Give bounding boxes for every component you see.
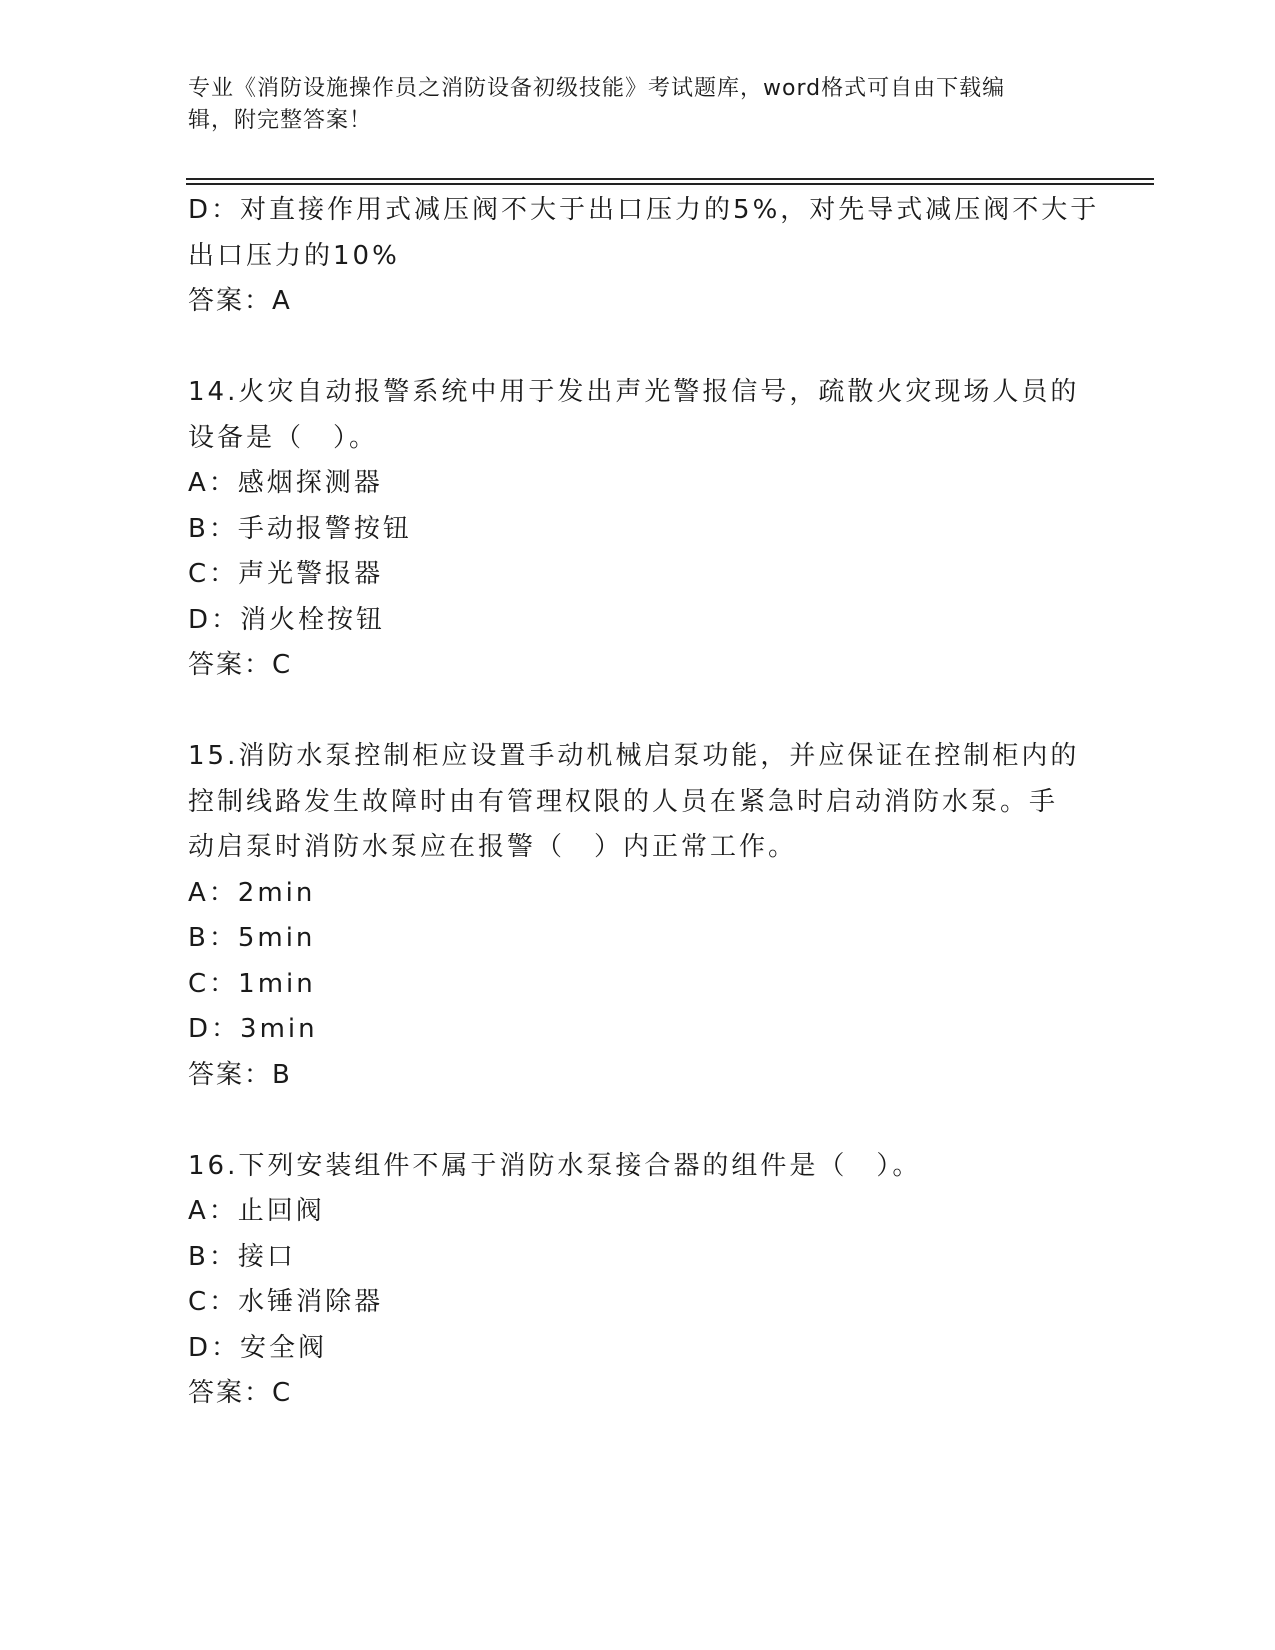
document-header bbox=[188, 73, 1068, 137]
question-14 bbox=[188, 370, 1088, 689]
q15-stem-line-1: 15.消防水泵控制柜应设置手动机械启泵功能，并应保证在控制柜内的 bbox=[188, 741, 1080, 771]
q15-option-b: B：5min bbox=[188, 923, 316, 953]
q15-option-c: C：1min bbox=[188, 968, 316, 999]
q16-option-a: A：止回阀 bbox=[188, 1196, 325, 1226]
q13-option-d-line-1: D：对直接作用式减压阀不大于出口压力的5%，对先导式减压阀不大于 bbox=[188, 195, 1100, 225]
q15-answer: 答案：B bbox=[188, 1059, 292, 1090]
q14-answer: 答案：C bbox=[188, 650, 293, 680]
question-16 bbox=[188, 1144, 1088, 1417]
q15-stem-line-2: 控制线路发生故障时由有管理权限的人员在紧急时启动消防水泵。手 bbox=[188, 786, 1059, 817]
q14-stem-line-2: 设备是（ ）。 bbox=[188, 422, 379, 453]
question-15 bbox=[188, 734, 1088, 1098]
q16-option-c: C：水锤消除器 bbox=[188, 1287, 384, 1317]
question-spacer bbox=[188, 325, 1088, 371]
question-spacer bbox=[188, 1098, 1088, 1144]
question-content bbox=[188, 188, 1100, 1417]
q14-option-b: B：手动报警按钮 bbox=[188, 513, 412, 544]
q14-stem-line-1: 14.火灾自动报警系统中用于发出声光警报信号，疏散火灾现场人员的 bbox=[188, 377, 1080, 407]
q14-option-c: C：声光警报器 bbox=[188, 559, 384, 589]
header-divider-bottom bbox=[186, 183, 1154, 185]
q13-answer: 答案：A bbox=[188, 286, 292, 316]
q16-answer: 答案：C bbox=[188, 1378, 293, 1408]
q15-option-d: D：3min bbox=[188, 1014, 318, 1044]
question-spacer bbox=[188, 689, 1088, 735]
q16-option-b: B：接口 bbox=[188, 1241, 296, 1272]
header-line-2: 辑，附完整答案！ bbox=[188, 108, 373, 133]
q13-option-d-line-2: 出口压力的10% bbox=[188, 240, 400, 271]
q14-option-a: A：感烟探测器 bbox=[188, 468, 383, 498]
q16-stem-line-1: 16.下列安装组件不属于消防水泵接合器的组件是（ ）。 bbox=[188, 1150, 922, 1181]
q14-option-d: D：消火栓按钮 bbox=[188, 604, 386, 635]
q15-option-a: A：2min bbox=[188, 877, 316, 908]
q16-option-d: D：安全阀 bbox=[188, 1332, 328, 1363]
question-13-tail bbox=[188, 188, 1100, 325]
header-divider-top bbox=[186, 178, 1154, 180]
q15-stem-line-3: 动启泵时消防水泵应在报警（ ）内正常工作。 bbox=[188, 832, 798, 862]
header-line-1: 专业《消防设施操作员之消防设备初级技能》考试题库，word格式可自由下载编 bbox=[188, 76, 1006, 101]
